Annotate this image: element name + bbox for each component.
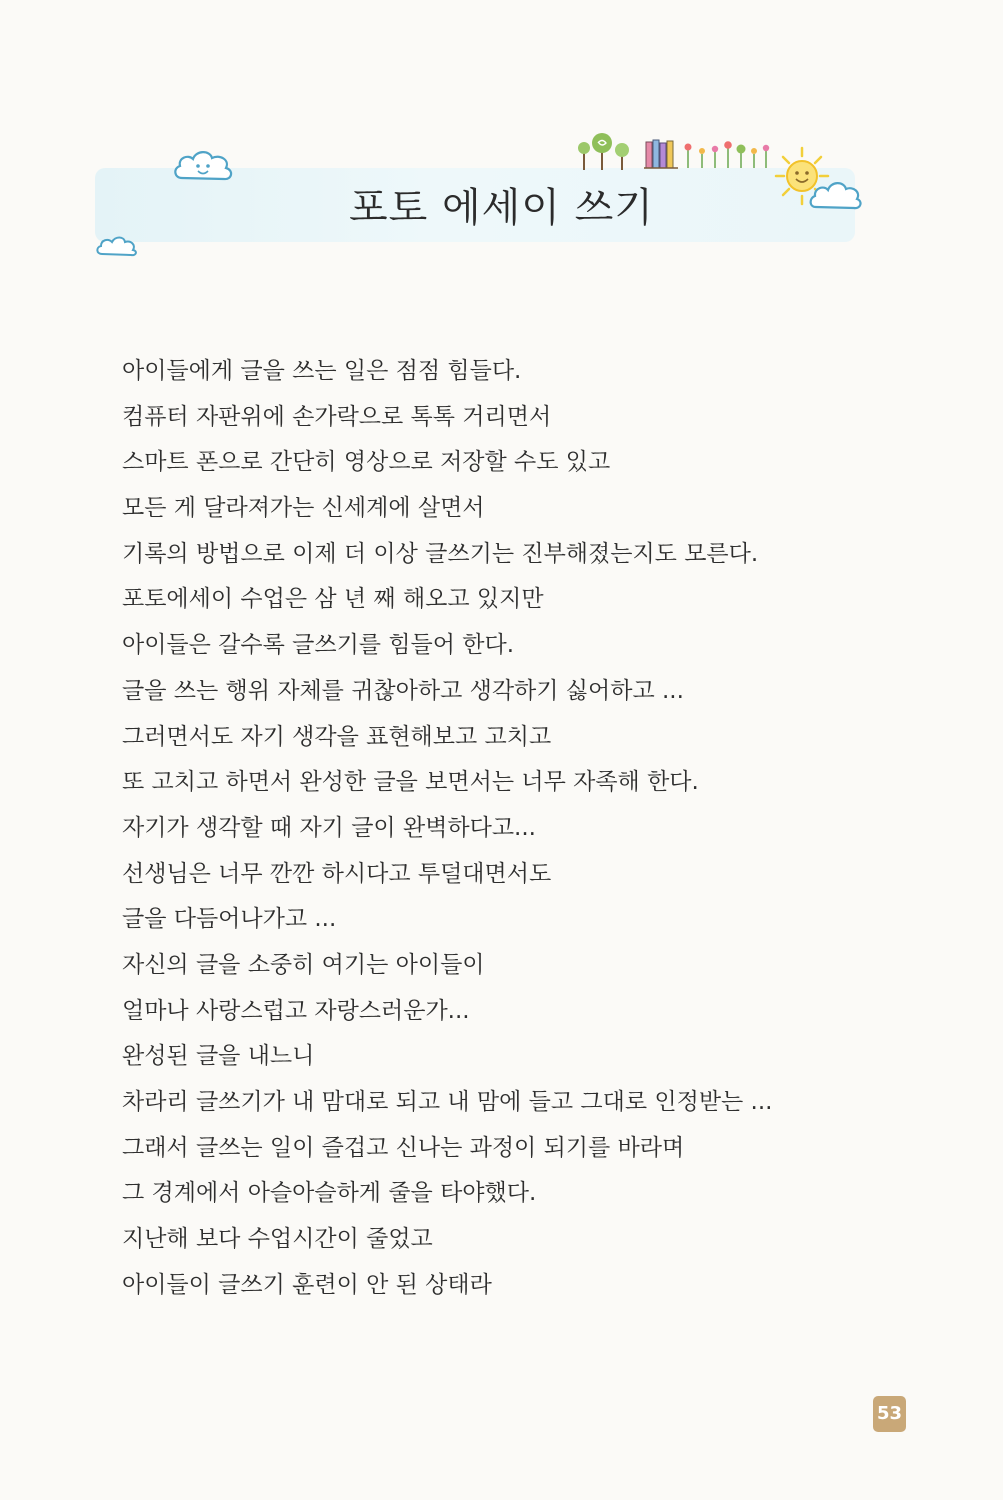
text-line: 그래서 글쓰는 일이 즐겁고 신나는 과정이 되기를 바라며 [122,1134,685,1161]
flowers-icon [682,136,774,172]
text-line: 모든 게 달라져가는 신세계에 살면서 [122,495,485,522]
text-line: 스마트 폰으로 간단히 영상으로 저장할 수도 있고 [122,449,611,476]
page-number-badge: 53 [873,1396,906,1432]
text-line: 포토에세이 수업은 삼 년 째 해오고 있지만 [122,586,544,613]
books-icon [644,138,680,170]
essay-text [122,349,882,1308]
text-line: 완성된 글을 내느니 [122,1043,315,1070]
text-line: 자기가 생각할 때 자기 글이 완벽하다고... [122,814,536,841]
text-line: 자신의 글을 소중히 여기는 아이들이 [122,951,485,978]
text-line: 그러면서도 자기 생각을 표현해보고 고치고 [122,723,552,750]
text-line: 아이들이 글쓰기 훈련이 안 된 상태라 [122,1271,492,1298]
text-line: 글을 다듬어나가고 ... [122,906,337,933]
text-line: 아이들은 갈수록 글쓰기를 힘들어 한다. [122,632,515,659]
page-title: 포토 에세이 쓰기 [349,185,654,231]
text-line: 또 고치고 하면서 완성한 글을 보면서는 너무 자족해 한다. [122,769,699,796]
text-line: 컴퓨터 자판위에 손가락으로 톡톡 거리면서 [122,403,552,430]
text-line: 얼마나 사랑스럽고 자랑스러운가... [122,997,470,1024]
text-line: 기록의 방법으로 이제 더 이상 글쓰기는 진부해졌는지도 모른다. [122,540,759,567]
text-line: 선생님은 너무 깐깐 하시다고 투덜대면서도 [122,860,552,887]
trees-icon [574,130,634,174]
text-line: 지난해 보다 수업시간이 줄었고 [122,1226,433,1253]
text-line: 글을 쓰는 행위 자체를 귀찮아하고 생각하기 싫어하고 ... [122,677,684,704]
text-line: 차라리 글쓰기가 내 맘대로 되고 내 맘에 들고 그대로 인정받는 ... [122,1089,773,1115]
text-line: 아이들에게 글을 쓰는 일은 점점 힘들다. [122,358,522,384]
text-line: 그 경계에서 아슬아슬하게 줄을 타야했다. [122,1180,537,1207]
